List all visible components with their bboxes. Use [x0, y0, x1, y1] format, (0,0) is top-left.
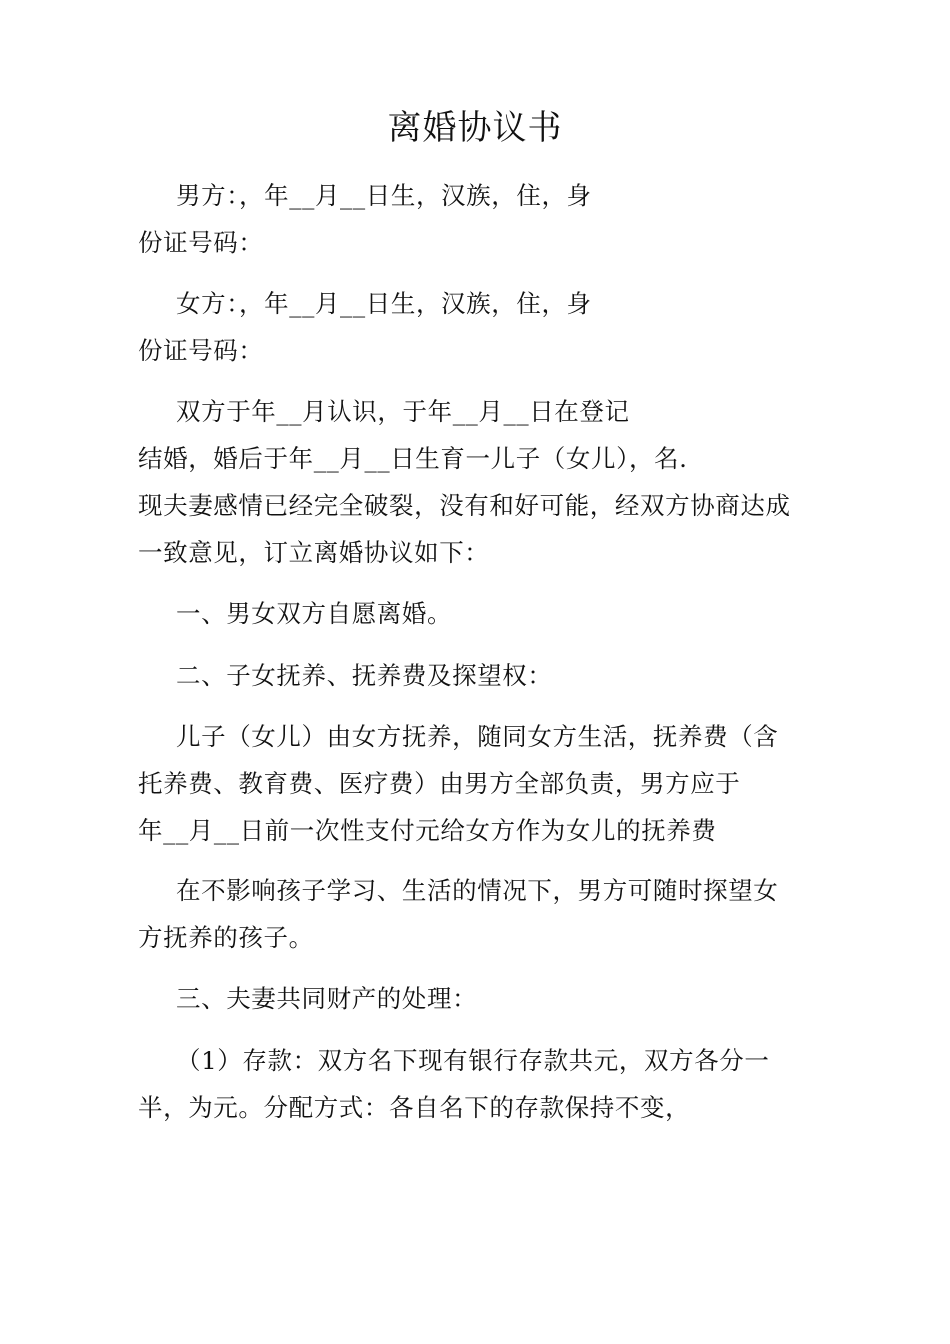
custody-paragraph-line: 儿子（女儿）由女方抚养，随同女方生活，抚养费（含 — [176, 722, 779, 751]
visitation-paragraph-line: 方抚养的孩子。 — [138, 923, 314, 952]
intro-paragraph-line: 结婚，婚后于年__月__日生育一儿子（女儿），名. — [138, 444, 688, 473]
custody-paragraph-line: 年__月__日前一次性支付元给女方作为女儿的抚养费 — [138, 816, 717, 845]
female-party-line: 女方：，年__月__日生，汉族，住，身 — [176, 289, 592, 318]
document-title: 离婚协议书 — [387, 108, 563, 148]
visitation-paragraph-line: 在不影响孩子学习、生活的情况下，男方可随时探望女 — [176, 876, 779, 905]
savings-paragraph-line: 半，为元。分配方式：各自名下的存款保持不变， — [138, 1093, 691, 1122]
clause-three-heading: 三、夫妻共同财产的处理： — [176, 984, 478, 1013]
clause-one: 一、男女双方自愿离婚。 — [176, 599, 453, 628]
female-id-line: 份证号码： — [138, 336, 264, 365]
intro-paragraph-line: 双方于年__月认识，于年__月__日在登记 — [176, 397, 630, 426]
intro-paragraph-line: 现夫妻感情已经完全破裂，没有和好可能，经双方协商达成 — [138, 491, 791, 520]
clause-two-heading: 二、子女抚养、抚养费及探望权： — [176, 661, 553, 690]
custody-paragraph-line: 托养费、教育费、医疗费）由男方全部负责，男方应于 — [138, 769, 741, 798]
male-party-line: 男方：，年__月__日生，汉族，住，身 — [176, 181, 592, 210]
savings-paragraph-line: （1）存款：双方名下现有银行存款共元，双方各分一 — [176, 1046, 770, 1075]
intro-paragraph-line: 一致意见，订立离婚协议如下： — [138, 538, 490, 567]
male-id-line: 份证号码： — [138, 228, 264, 257]
